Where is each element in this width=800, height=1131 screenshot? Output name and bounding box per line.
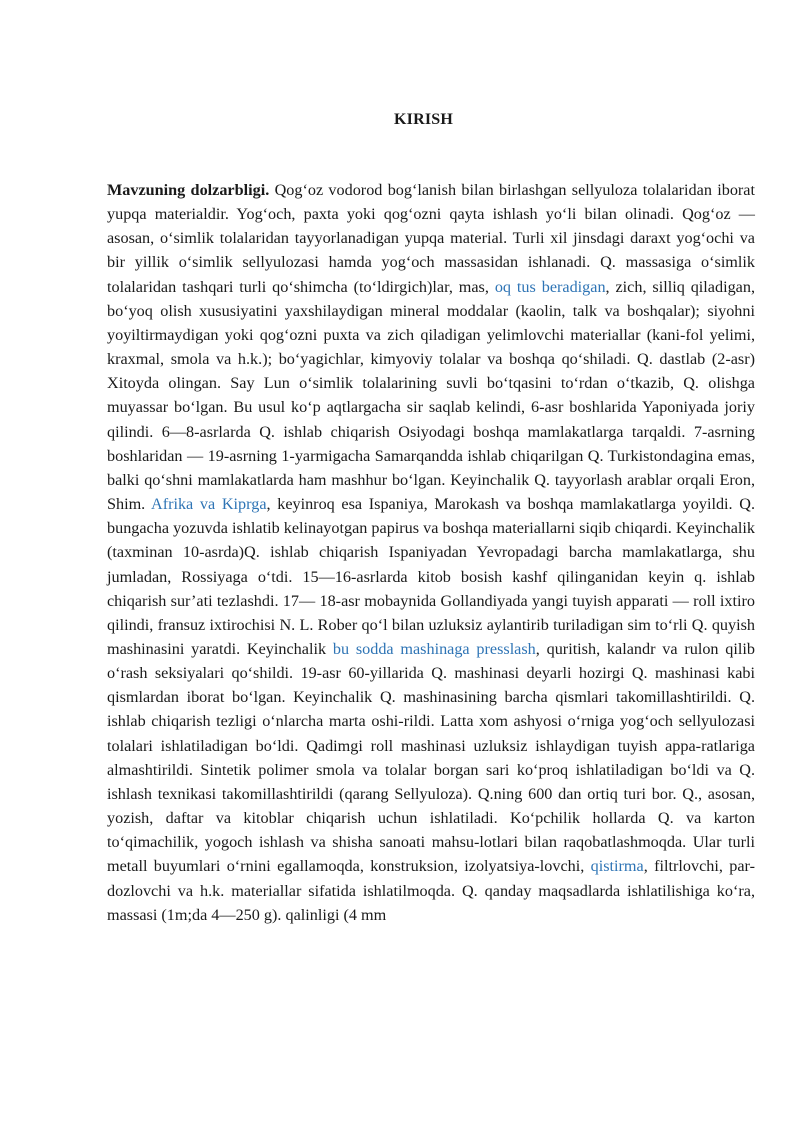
text-segment: , quritish, kalandr va rulon qilib o‘rash seksiyalari qo‘shildi. 19-asr 60-yillarida Q. mashinasi deyarli hozirgi Q. mashinasi kabi qismlardan iborat bo‘lgan. Keyinchalik Q. mashinasining barcha qismlari takomillashtirildi. Q. ishlab chiqarish tezligi o‘nlarcha marta oshi-rildi. Latta xom ashyosi o‘rniga yog‘och sellyulozasi tolalari ishlatiladigan bo‘ldi. Qadimgi roll mashinasi uzluksiz ishlaydigan tuyish appa-ratlariga almashtirildi. Sintetik polimer smola va tolalar borgan sari ko‘proq ishlatiladigan bo‘ldi va Q. ishlash texnikasi takomillashtirildi (qarang Sellyuloza). Q.ning 600 dan ortiq turi bor. Q., asosan, yozish, daftar va kitoblar chiqarish uchun ishlatiladi. Ko‘pchilik hollarda Q. va karton to‘qimachilik, yogoch ishlash va shisha sanoati mahsu-lotlari bilan raqobatlashmoqda. Ular turli metall buyumlari o‘rnini egallamoqda, konstruksion, izolyatsiya-lovchi,: [107, 639, 755, 876]
text-segment: , zich, silliq qiladigan, bo‘yoq olish xususiyatini yaxshilaydigan mineral moddalar (kaolin, talk va boshqalar); siyohni yoyiltirmaydigan yoki qog‘ozni puxta va zich qiladigan yelimlovchi materiallar (kani-fol yelimi, kraxmal, smola va h.k.); bo‘yagichlar, kimyoviy tolalar va boshqa qo‘shiladi. Q. dastlab (2-asr) Xitoyda olingan. Say Lun o‘simlik tolalarining suvli bo‘tqasini to‘rdan o‘tkazib, Q. olishga muyassar bo‘lgan. Bu usul ko‘p aqtlargacha sir saqlab kelindi, 6-asr boshlarida Yaponiyada joriy qilindi. 6—8-asrlarda Q. ishlab chiqarish Osiyodagi boshqa mamlakatlarga tarqaldi. 7-asrning boshlaridan — 19-asrning 1-yarmigacha Samarqandda ishlab chiqarilgan Q. Turkistondagina emas, balki qo‘shni mamlakatlarda ham mashhur bo‘lgan. Keyinchalik Q. tayyorlash arablar orqali Eron, Shim.: [107, 277, 755, 514]
text-segment: , filtrlovchi, par-dozlovchi va h.k. materiallar sifatida ishlatilmoqda. Q. qanday maqsadlarda ishlatilishiga ko‘ra, massasi (1m;da 4—250 g). qalinligi (4 mm: [107, 857, 755, 924]
text-segment: , keyinroq esa Ispaniya, Marokash va boshqa mamlakatlarga yoyildi. Q. bungacha yozuvda ishlatib kelinayotgan papirus va boshqa materiallarni siqib chiqardi. Keyinchalik (taxminan 10-asrda)Q. ishlab chiqarish Ispaniyadan Yevropadagi barcha mamlakatlarga, shu jumladan, Rossiyaga o‘tdi. 15—16-asrlarda kitob bosish kashf qilinganidan keyin q. ishlab chiqarish sur’ati tezlashdi. 17— 18-asr mobaynida Gollandiyada yangi tuyish apparati — roll ixtiro qilindi, fransuz ixtirochisi N. L. Rober qo‘l bilan uzluksiz aylantirib turiladigan sim to‘rli Q. quyish mashinasini yaratdi. Keyinchalik: [107, 495, 755, 658]
paragraph-lead: Mavzuning dolzarbligi.: [107, 181, 270, 199]
inline-link[interactable]: qistirma: [590, 857, 644, 876]
text-segment: Qog‘oz vodorod bog‘lanish bilan birlashgan sellyuloza tolalaridan iborat yupqa materialdir. Yog‘och, paxta yoki qog‘ozni qayta ishlash yo‘li bilan olinadi. Qog‘oz — asosan, o‘simlik tolalaridan tayyorlanadigan yupqa material. Turli xil jinsdagi daraxt yog‘ochi va bir yillik o‘simlik sellyulozasi hamda yog‘och massasidan ishlanadi. Q. massasiga o‘simlik tolalaridan tashqari turli qo‘shimcha (to‘ldirgich)lar, mas,: [107, 181, 755, 296]
body-paragraph: [107, 178, 755, 927]
inline-link[interactable]: oq tus beradigan: [494, 277, 606, 296]
inline-link[interactable]: bu sodda mashinaga presslash: [332, 639, 536, 658]
inline-link[interactable]: Afrika va Kiprga: [151, 495, 267, 514]
page-title: KIRISH: [394, 111, 453, 128]
